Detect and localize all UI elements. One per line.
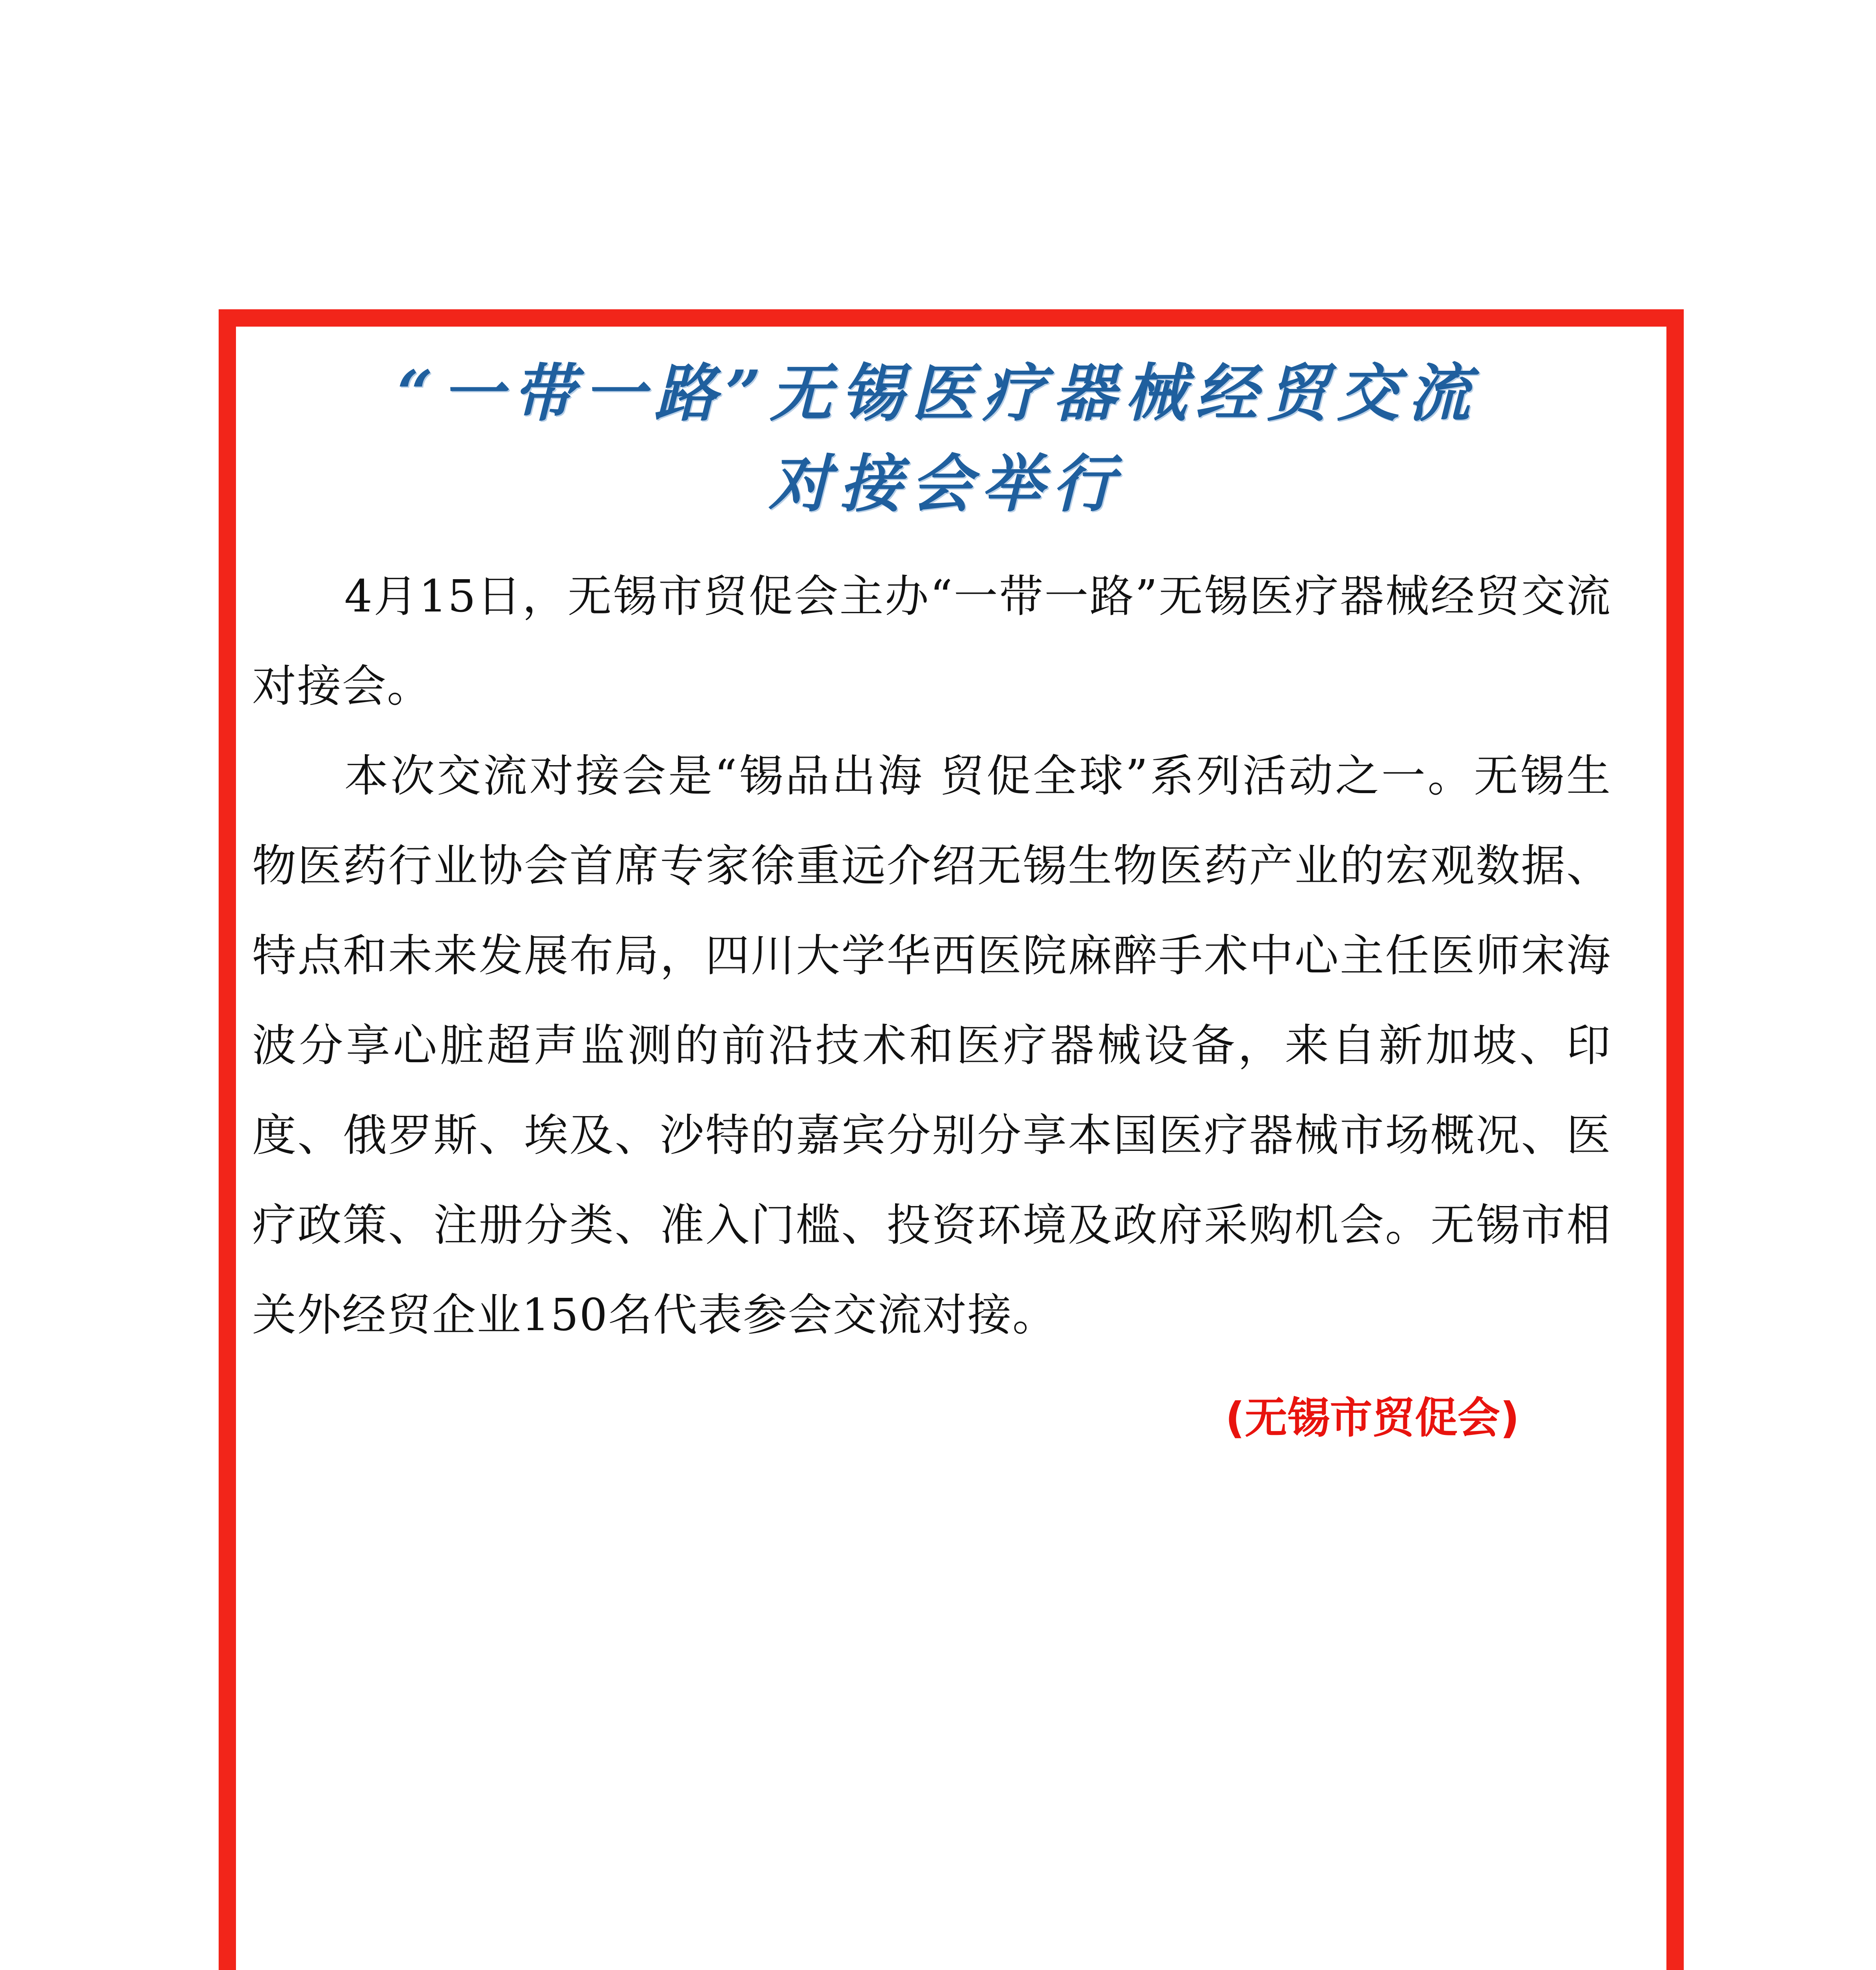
article-body xyxy=(252,552,1611,1360)
article-title-line-2: 对接会举行 xyxy=(769,448,1123,520)
article-paragraph-2: 本次交流对接会是“锡品出海 贸促全球”系列活动之一。无锡生物医药行业协会首席专家徐重远介绍无锡生物医药产业的宏观数据、特点和未来发展布局，四川大学华西医院麻醉手术中心主任医师宋海波分享心脏超声监测的前沿技术和医疗器械设备，来自新加坡、印度、俄罗斯、埃及、沙特的嘉宾分别分享本国医疗器械市场概况、医疗政策、注册分类、准入门槛、投资环境及政府采购机会。无锡市相关外经贸企业150名代表参会交流对接。 xyxy=(252,751,1611,1341)
article-source: (无锡市贸促会) xyxy=(1225,1394,1519,1443)
article-paragraph-1: 4月15日，无锡市贸促会主办“一带一路”无锡医疗器械经贸交流对接会。 xyxy=(252,571,1611,712)
article-title-line-1: “一带一路”无锡医疗器械经贸交流 xyxy=(397,357,1479,430)
